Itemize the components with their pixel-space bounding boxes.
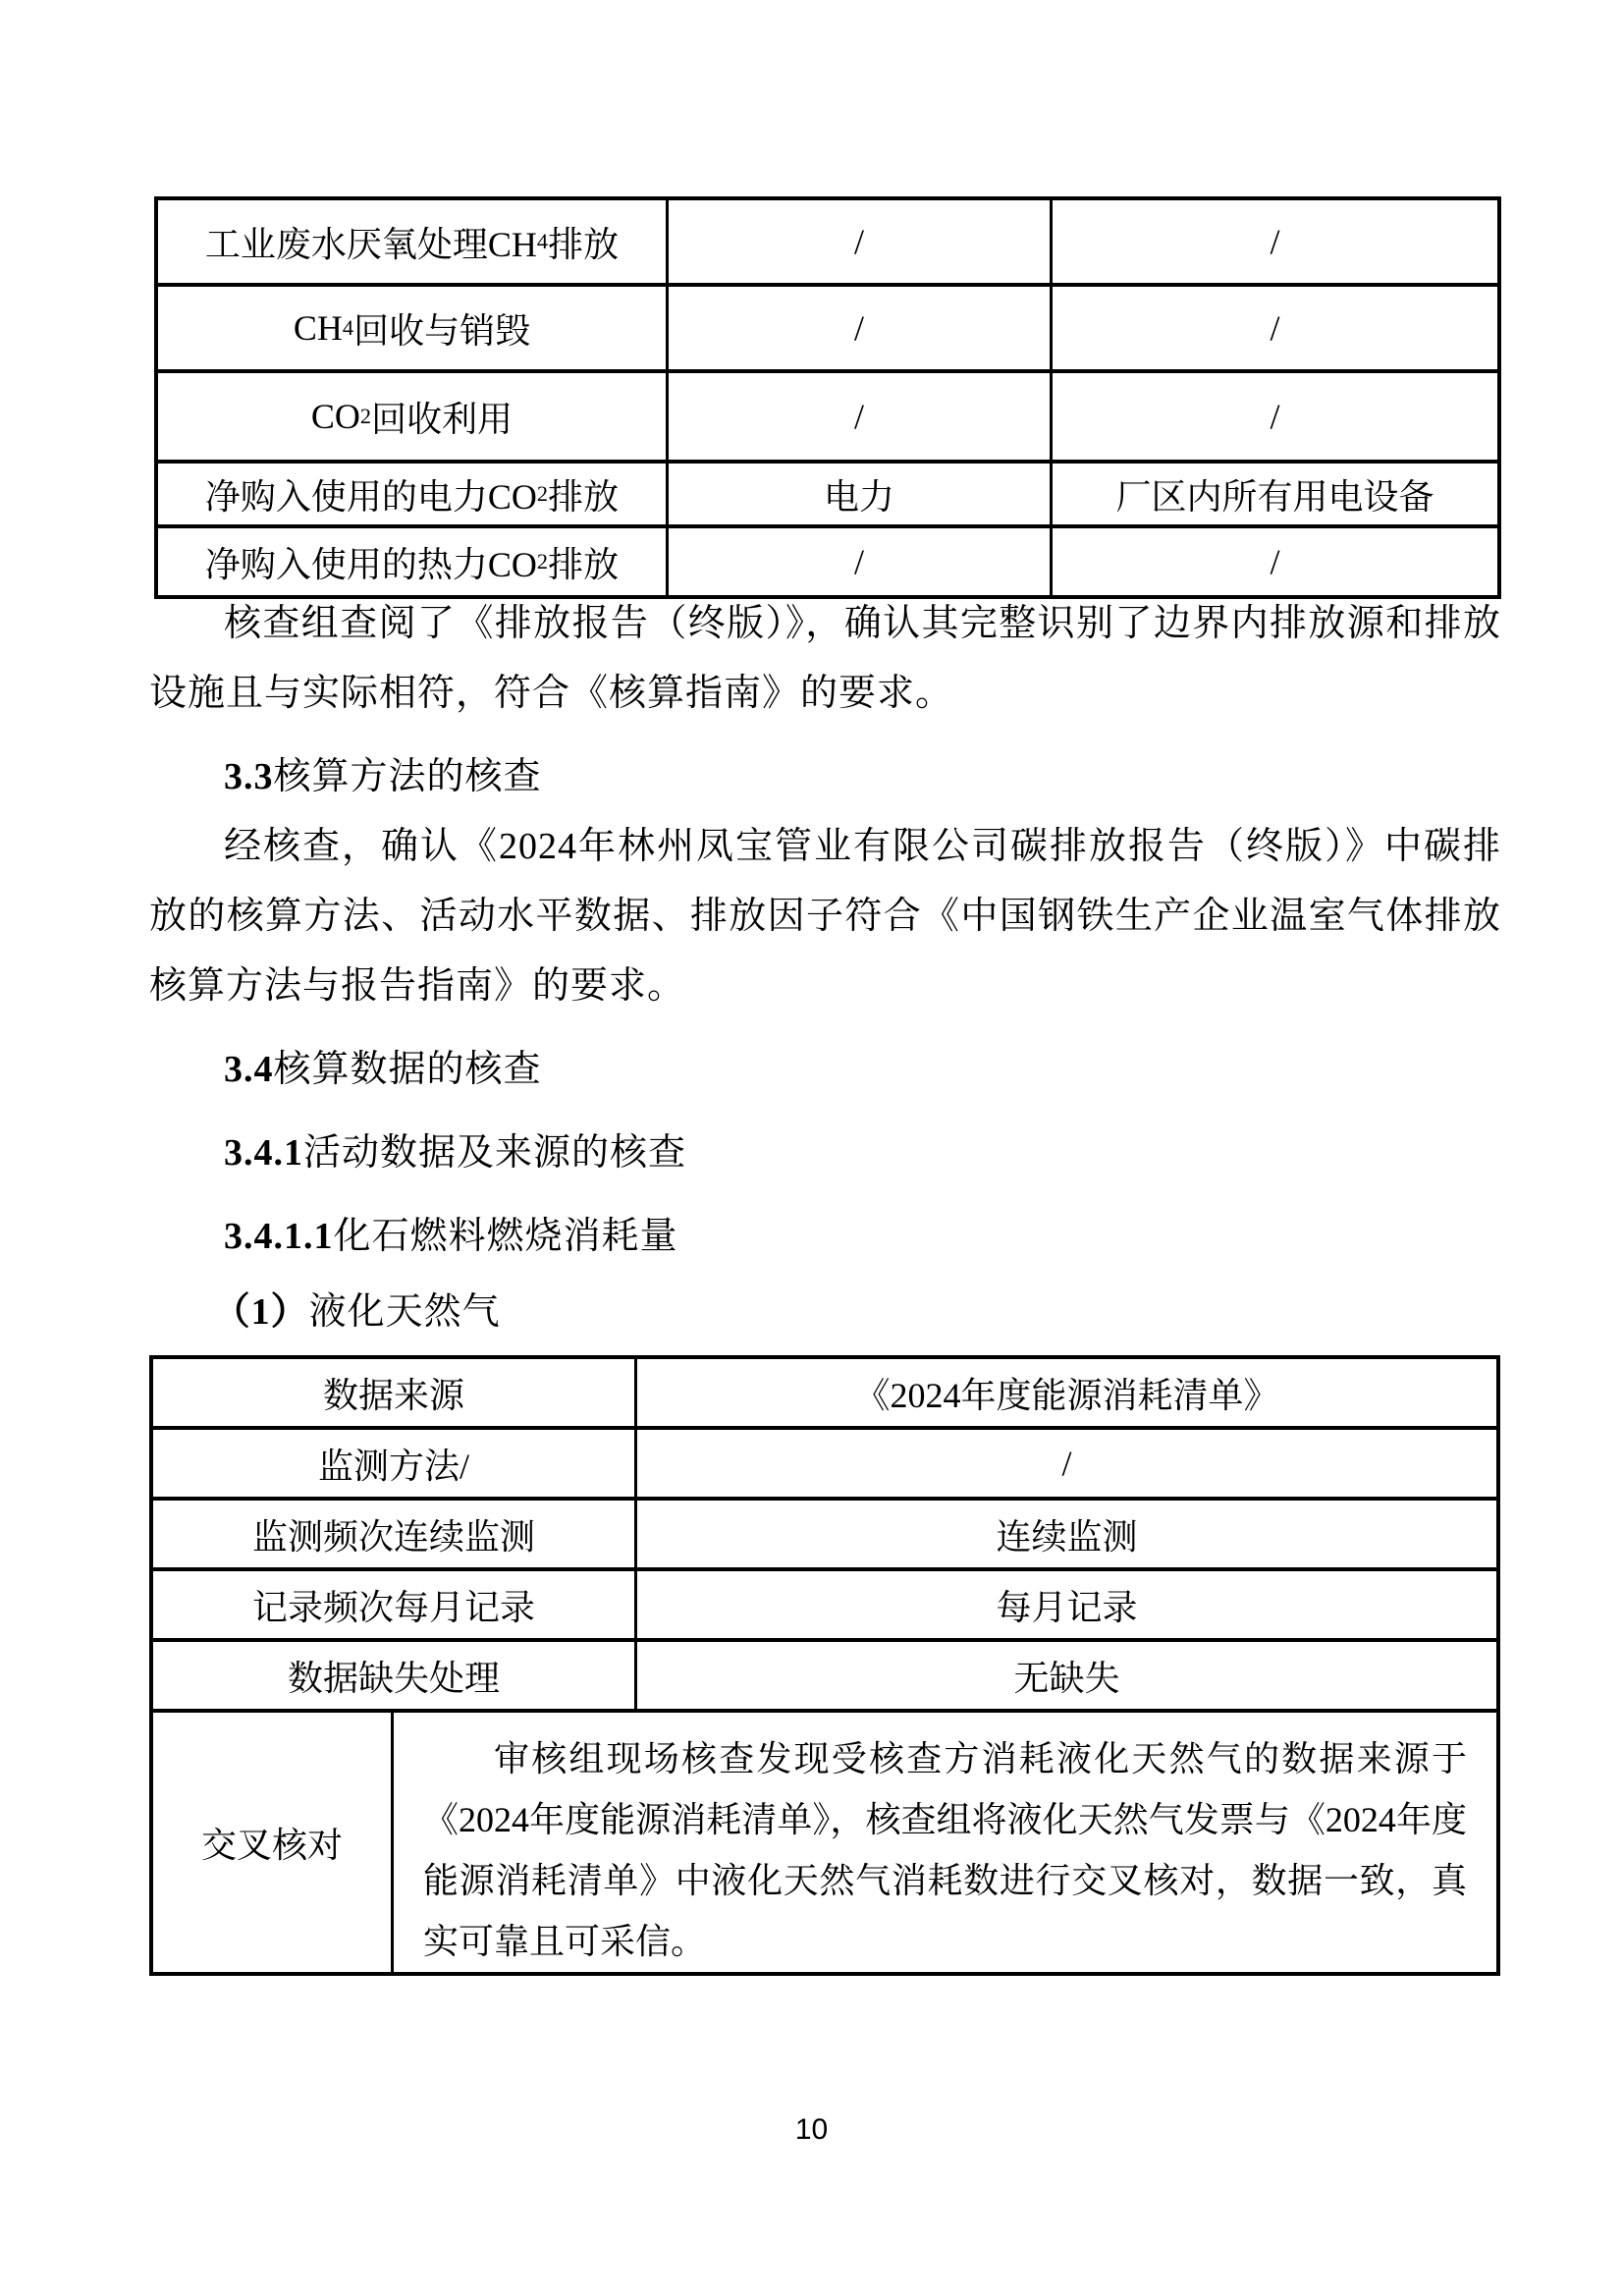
- table-cell-label: 记录频次每月记录: [251, 1587, 535, 1627]
- table-cell-facility: /: [1050, 287, 1497, 369]
- heading-3-4-1-1: [149, 1202, 1501, 1272]
- table-row: [158, 283, 1497, 369]
- table-cell-energy: 电力: [666, 464, 1050, 524]
- table-cell-source: 净购入使用的电力CO 2 排放: [204, 476, 620, 517]
- paragraph-method-conclusion: 经核查，确认《2024年林州凤宝管业有限公司碳排放报告（终版）》中碳排放的核算方法、活动水平数据、排放因子符合《中国钢铁生产企业温室气体排放核算方法与报告指南》的要求。: [149, 826, 1501, 1007]
- table-cell-source: 工业废水厌氧处理CH 4 排放: [204, 224, 620, 264]
- table-cell-source: CO 2 回收利用: [310, 397, 514, 439]
- item-number: （1）: [212, 1291, 309, 1333]
- heading-number: 3.4.1: [224, 1132, 303, 1174]
- table-cell-value: 每月记录: [634, 1571, 1496, 1638]
- list-item-1-lng: [149, 1278, 1501, 1347]
- table-cell-energy: /: [666, 287, 1050, 369]
- heading-3-3: [149, 742, 1501, 812]
- table-row: [153, 1359, 1496, 1426]
- table-cell-facility: 厂区内所有用电设备: [1050, 464, 1497, 524]
- heading-number: 3.4.1.1: [224, 1216, 334, 1257]
- table-cell-source: 净购入使用的热力CO 2 排放: [204, 544, 620, 584]
- body-text: [149, 589, 1501, 1347]
- table-cell-value: 连续监测: [634, 1501, 1496, 1567]
- paragraph-verification-conclusion: 核查组查阅了《排放报告（终版）》，确认其完整识别了边界内排放源和排放设施且与实际相符，符合《核算指南》的要求。: [149, 603, 1501, 714]
- heading-number: 3.3: [224, 756, 274, 797]
- heading-3-4: [149, 1035, 1501, 1105]
- table-row: [153, 1567, 1496, 1638]
- table-row: [153, 1426, 1496, 1497]
- table-cell-label: 交叉核对: [200, 1825, 343, 1865]
- table-cell-label: 监测方法/: [317, 1446, 469, 1486]
- heading-number: 3.4: [224, 1049, 274, 1090]
- table-cell-value: 《2024年度能源消耗清单》: [634, 1359, 1496, 1426]
- table-cell-facility: /: [1050, 528, 1497, 595]
- heading-text: 化石燃料燃烧消耗量: [333, 1216, 678, 1257]
- table-cell-label: 监测频次连续监测: [251, 1516, 535, 1557]
- table-cell-value: 审核组现场核查发现受核查方消耗液化天然气的数据来源于《2024年度能源消耗清单》，核查组将液化天然气发票与《2024年度能源消耗清单》中液化天然气消耗数进行交叉核对，数据一致，真实可靠且可采信。: [391, 1713, 1496, 1972]
- table-cell-label: 数据缺失处理: [287, 1658, 500, 1698]
- heading-3-4-1: [149, 1119, 1501, 1188]
- table-row: [158, 460, 1497, 524]
- heading-text: 活动数据及来源的核查: [303, 1132, 687, 1174]
- table-cell-source: CH 4 回收与销毁: [293, 308, 531, 351]
- table-row: [153, 1638, 1496, 1709]
- table-cell-label: 数据来源: [322, 1375, 464, 1415]
- table-cell-value: 无缺失: [634, 1642, 1496, 1709]
- table-row: [158, 369, 1497, 460]
- item-text: 液化天然气: [308, 1291, 501, 1333]
- table-cell-energy: /: [666, 373, 1050, 460]
- heading-text: 核算数据的核查: [273, 1049, 542, 1090]
- table-row: [153, 1497, 1496, 1567]
- table-cell-value: /: [634, 1430, 1496, 1497]
- heading-text: 核算方法的核查: [273, 756, 542, 797]
- table-cell-energy: /: [666, 528, 1050, 595]
- lng-data-table: [149, 1355, 1500, 1976]
- table-cell-energy: /: [666, 200, 1050, 283]
- table-cell-facility: /: [1050, 373, 1497, 460]
- table-cell-facility: /: [1050, 200, 1497, 283]
- table-row: [158, 524, 1497, 595]
- emission-source-table: [154, 196, 1501, 599]
- table-row: [158, 200, 1497, 283]
- table-row-cross-check: [153, 1709, 1496, 1972]
- page-number: 10: [794, 2113, 829, 2146]
